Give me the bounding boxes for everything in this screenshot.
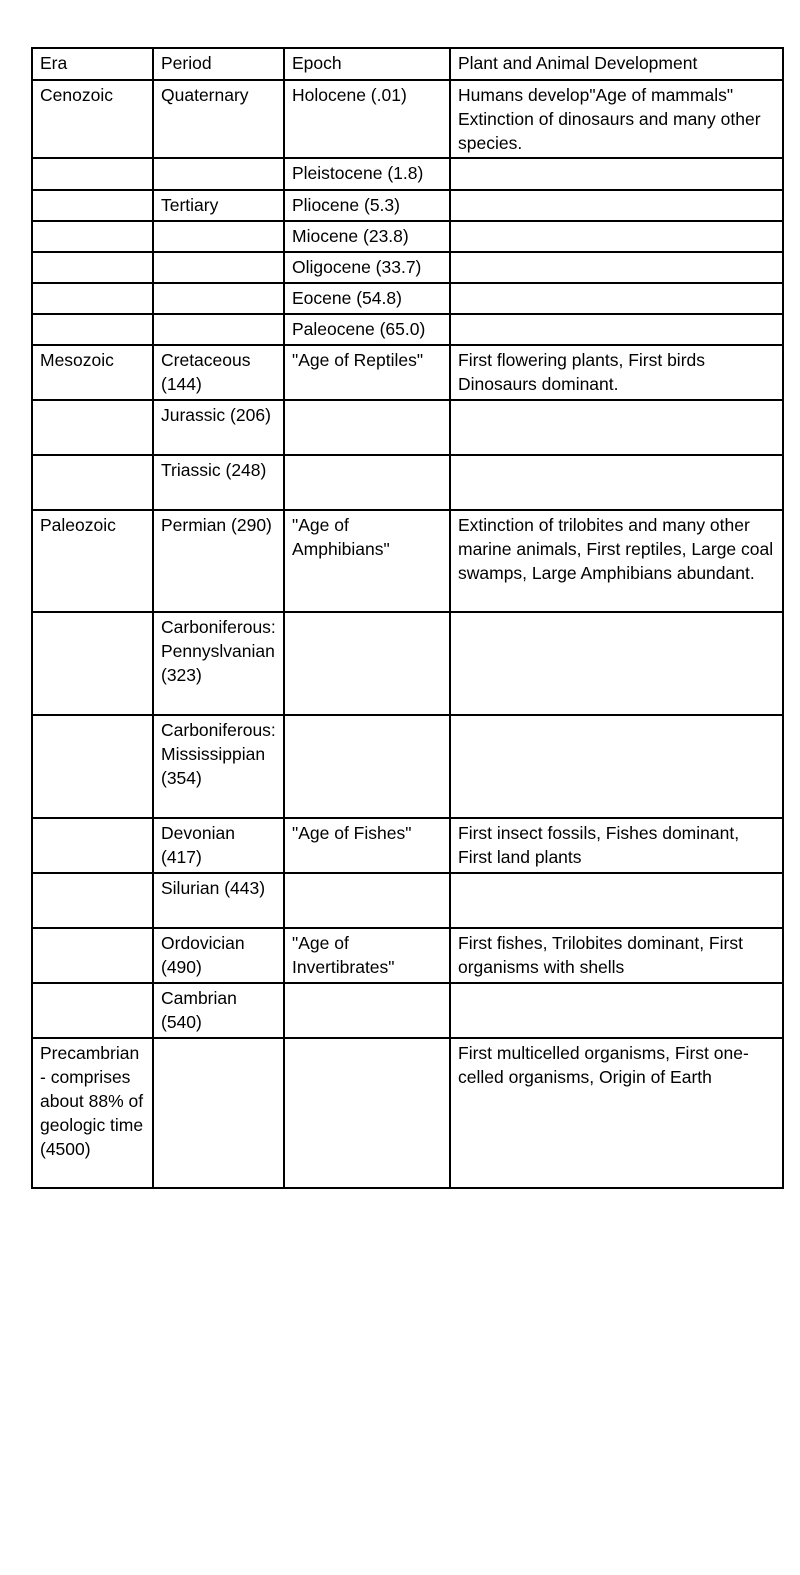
cell-epoch: Pleistocene (1.8)	[284, 158, 450, 190]
cell-epoch	[284, 400, 450, 455]
geologic-time-table	[31, 47, 784, 1189]
cell-era	[32, 873, 153, 928]
cell-period	[153, 221, 284, 252]
header-period: Period	[153, 48, 284, 80]
cell-era: Paleozoic	[32, 510, 153, 612]
cell-era	[32, 400, 153, 455]
cell-development	[450, 455, 783, 510]
table-row	[32, 818, 783, 873]
cell-development	[450, 283, 783, 314]
cell-era	[32, 314, 153, 345]
cell-development: First insect fossils, Fishes dominant, First land plants	[450, 818, 783, 873]
table-row	[32, 190, 783, 221]
cell-development	[450, 158, 783, 190]
cell-development	[450, 873, 783, 928]
table-row	[32, 252, 783, 283]
cell-epoch	[284, 455, 450, 510]
cell-development	[450, 314, 783, 345]
table-row	[32, 158, 783, 190]
table-row	[32, 873, 783, 928]
cell-period: Permian (290)	[153, 510, 284, 612]
cell-development	[450, 612, 783, 715]
cell-period	[153, 1038, 284, 1188]
cell-development	[450, 715, 783, 818]
cell-development: Extinction of trilobites and many other marine animals, First reptiles, Large coal swamps, Large Amphibians abundant.	[450, 510, 783, 612]
cell-period: Cretaceous (144)	[153, 345, 284, 400]
table-row	[32, 314, 783, 345]
cell-epoch: Oligocene (33.7)	[284, 252, 450, 283]
header-epoch: Epoch	[284, 48, 450, 80]
cell-era	[32, 455, 153, 510]
table-row	[32, 80, 783, 158]
cell-epoch: "Age of Reptiles"	[284, 345, 450, 400]
cell-era: Mesozoic	[32, 345, 153, 400]
cell-era	[32, 190, 153, 221]
table-row	[32, 283, 783, 314]
cell-era	[32, 818, 153, 873]
table-row	[32, 928, 783, 983]
cell-era: Cenozoic	[32, 80, 153, 158]
cell-era	[32, 983, 153, 1038]
table-row	[32, 612, 783, 715]
cell-epoch: "Age of Amphibians"	[284, 510, 450, 612]
cell-epoch: "Age of Invertibrates"	[284, 928, 450, 983]
cell-epoch	[284, 1038, 450, 1188]
cell-period	[153, 158, 284, 190]
table-row	[32, 1038, 783, 1188]
header-era: Era	[32, 48, 153, 80]
header-row	[32, 48, 783, 80]
cell-epoch	[284, 873, 450, 928]
cell-era	[32, 928, 153, 983]
table-row	[32, 983, 783, 1038]
cell-period: Triassic (248)	[153, 455, 284, 510]
cell-epoch	[284, 715, 450, 818]
cell-epoch: Pliocene (5.3)	[284, 190, 450, 221]
cell-period: Tertiary	[153, 190, 284, 221]
cell-development	[450, 983, 783, 1038]
cell-period: Carboniferous: Mississippian (354)	[153, 715, 284, 818]
table-row	[32, 345, 783, 400]
cell-period: Jurassic (206)	[153, 400, 284, 455]
cell-epoch: Holocene (.01)	[284, 80, 450, 158]
cell-era	[32, 158, 153, 190]
cell-period	[153, 252, 284, 283]
cell-period: Carboniferous: Pennyslvanian (323)	[153, 612, 284, 715]
cell-development: First fishes, Trilobites dominant, First organisms with shells	[450, 928, 783, 983]
cell-epoch: Paleocene (65.0)	[284, 314, 450, 345]
cell-period: Ordovician (490)	[153, 928, 284, 983]
cell-period	[153, 314, 284, 345]
table-row	[32, 510, 783, 612]
table-row	[32, 455, 783, 510]
cell-epoch: Eocene (54.8)	[284, 283, 450, 314]
cell-epoch	[284, 983, 450, 1038]
header-development: Plant and Animal Development	[450, 48, 783, 80]
table-row	[32, 221, 783, 252]
cell-development: First multicelled organisms, First one-celled organisms, Origin of Earth	[450, 1038, 783, 1188]
cell-era	[32, 283, 153, 314]
cell-development	[450, 221, 783, 252]
cell-epoch: Miocene (23.8)	[284, 221, 450, 252]
cell-era	[32, 252, 153, 283]
cell-epoch: "Age of Fishes"	[284, 818, 450, 873]
cell-development	[450, 190, 783, 221]
cell-period: Devonian (417)	[153, 818, 284, 873]
cell-period: Quaternary	[153, 80, 284, 158]
cell-development	[450, 400, 783, 455]
table-row	[32, 715, 783, 818]
cell-era	[32, 221, 153, 252]
cell-era	[32, 715, 153, 818]
table-row	[32, 400, 783, 455]
cell-period: Cambrian (540)	[153, 983, 284, 1038]
cell-epoch	[284, 612, 450, 715]
cell-period: Silurian (443)	[153, 873, 284, 928]
cell-development: Humans develop"Age of mammals" Extinction of dinosaurs and many other species.	[450, 80, 783, 158]
cell-era	[32, 612, 153, 715]
cell-development: First flowering plants, First birds Dinosaurs dominant.	[450, 345, 783, 400]
cell-period	[153, 283, 284, 314]
cell-development	[450, 252, 783, 283]
table-body	[32, 48, 783, 1188]
cell-era: Precambrian - comprises about 88% of geologic time (4500)	[32, 1038, 153, 1188]
